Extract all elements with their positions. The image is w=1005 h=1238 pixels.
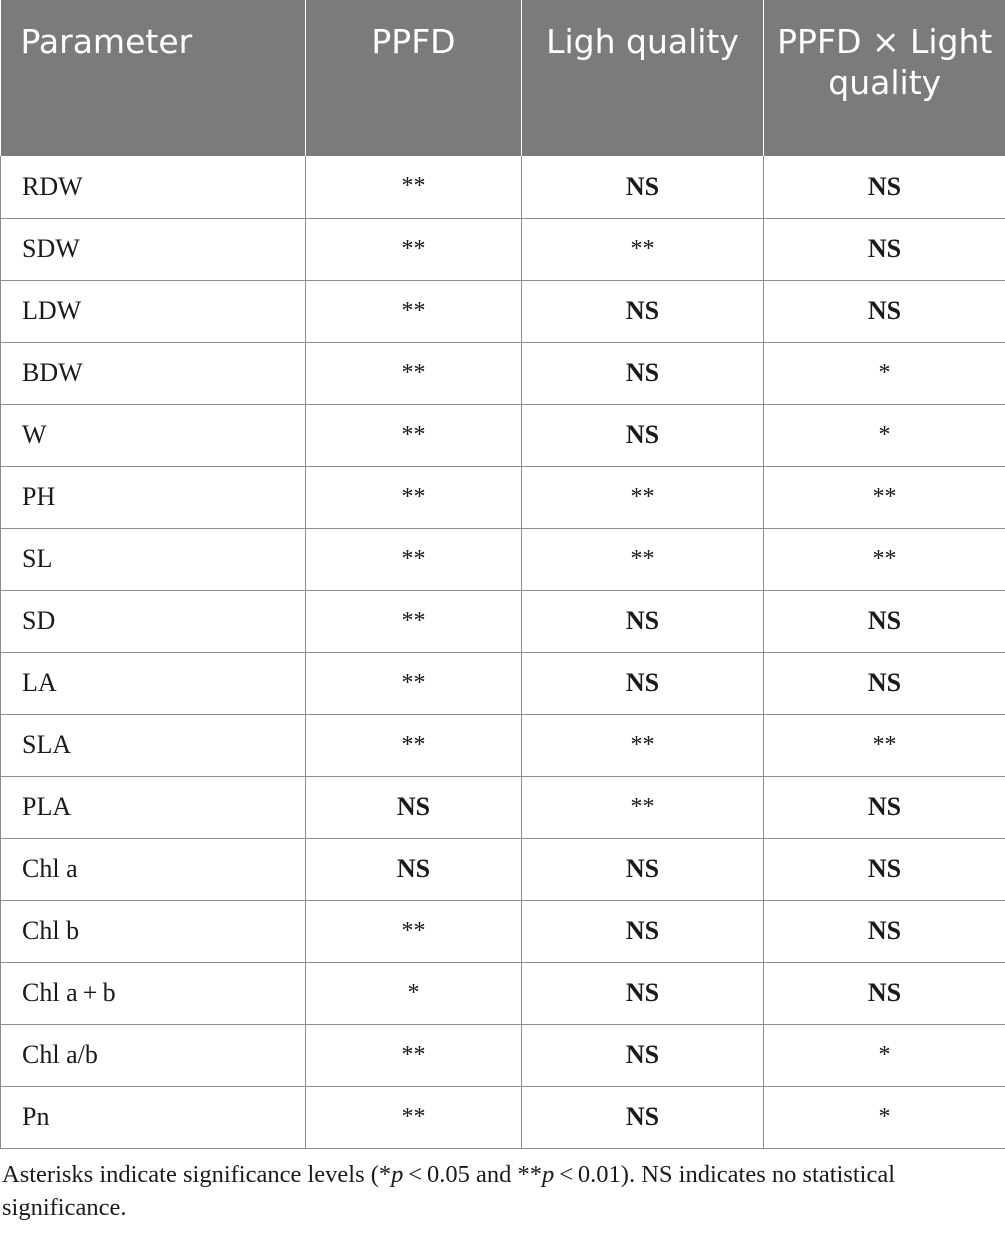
cell-light-quality: ** — [522, 776, 764, 838]
cell-light-quality: ** — [522, 528, 764, 590]
cell-parameter: Chl a + b — [1, 962, 306, 1024]
cell-light-quality: NS — [522, 652, 764, 714]
cell-parameter: PH — [1, 466, 306, 528]
cell-ppfd: ** — [306, 528, 522, 590]
table-row — [1, 466, 1005, 528]
cell-parameter: RDW — [1, 156, 306, 218]
table-row — [1, 156, 1005, 218]
table-row — [1, 404, 1005, 466]
cell-interaction: * — [764, 1086, 1005, 1148]
cell-light-quality: NS — [522, 1086, 764, 1148]
cell-parameter: LDW — [1, 280, 306, 342]
table-row — [1, 528, 1005, 590]
cell-parameter: SD — [1, 590, 306, 652]
cell-ppfd: ** — [306, 1024, 522, 1086]
cell-parameter: LA — [1, 652, 306, 714]
cell-interaction: NS — [764, 280, 1005, 342]
cell-parameter: Chl a/b — [1, 1024, 306, 1086]
cell-parameter: PLA — [1, 776, 306, 838]
cell-interaction: NS — [764, 962, 1005, 1024]
header-interaction: PPFD × Light quality — [764, 0, 1005, 156]
table-row — [1, 280, 1005, 342]
table-row — [1, 590, 1005, 652]
cell-ppfd: ** — [306, 900, 522, 962]
cell-parameter: SL — [1, 528, 306, 590]
footnote-text-3: < 0.01). NS indicates no statistical significance. — [2, 1161, 896, 1221]
cell-ppfd: ** — [306, 342, 522, 404]
cell-parameter: Chl b — [1, 900, 306, 962]
cell-ppfd: ** — [306, 714, 522, 776]
table-footnote — [2, 1158, 992, 1224]
cell-interaction: * — [764, 404, 1005, 466]
cell-interaction: NS — [764, 838, 1005, 900]
footnote-text-2: < 0.05 and ** — [403, 1161, 543, 1188]
cell-parameter: SLA — [1, 714, 306, 776]
cell-parameter: BDW — [1, 342, 306, 404]
cell-ppfd: ** — [306, 652, 522, 714]
cell-interaction: NS — [764, 156, 1005, 218]
cell-parameter: SDW — [1, 218, 306, 280]
cell-light-quality: NS — [522, 1024, 764, 1086]
table-row — [1, 776, 1005, 838]
cell-ppfd: ** — [306, 280, 522, 342]
cell-ppfd: ** — [306, 404, 522, 466]
footnote-text-1: Asterisks indicate significance levels (* — [2, 1161, 392, 1188]
cell-ppfd: ** — [306, 218, 522, 280]
table-row — [1, 652, 1005, 714]
cell-light-quality: ** — [522, 218, 764, 280]
cell-interaction: * — [764, 342, 1005, 404]
header-parameter: Parameter — [1, 0, 306, 156]
table-header — [1, 0, 1005, 156]
cell-interaction: NS — [764, 652, 1005, 714]
cell-ppfd: ** — [306, 466, 522, 528]
table-row — [1, 1086, 1005, 1148]
cell-light-quality: ** — [522, 466, 764, 528]
cell-ppfd: NS — [306, 776, 522, 838]
cell-parameter: Pn — [1, 1086, 306, 1148]
cell-light-quality: NS — [522, 962, 764, 1024]
cell-parameter: W — [1, 404, 306, 466]
cell-light-quality: NS — [522, 404, 764, 466]
table-row — [1, 714, 1005, 776]
cell-interaction: NS — [764, 590, 1005, 652]
table-row — [1, 838, 1005, 900]
cell-interaction: ** — [764, 466, 1005, 528]
cell-interaction: ** — [764, 714, 1005, 776]
footnote-p-2: p — [542, 1161, 555, 1188]
cell-ppfd: ** — [306, 590, 522, 652]
cell-interaction: * — [764, 1024, 1005, 1086]
cell-light-quality: NS — [522, 838, 764, 900]
cell-parameter: Chl a — [1, 838, 306, 900]
table-body — [1, 156, 1005, 1148]
cell-light-quality: NS — [522, 280, 764, 342]
cell-interaction: NS — [764, 776, 1005, 838]
cell-ppfd: NS — [306, 838, 522, 900]
table-row — [1, 900, 1005, 962]
cell-light-quality: NS — [522, 900, 764, 962]
cell-interaction: ** — [764, 528, 1005, 590]
table-row — [1, 218, 1005, 280]
header-row — [1, 0, 1005, 156]
table-row — [1, 342, 1005, 404]
cell-light-quality: NS — [522, 156, 764, 218]
cell-interaction: NS — [764, 900, 1005, 962]
cell-ppfd: ** — [306, 156, 522, 218]
table-row — [1, 962, 1005, 1024]
table-row — [1, 1024, 1005, 1086]
header-ppfd: PPFD — [306, 0, 522, 156]
footnote-p-1: p — [391, 1161, 404, 1188]
cell-light-quality: NS — [522, 590, 764, 652]
cell-ppfd: ** — [306, 1086, 522, 1148]
cell-interaction: NS — [764, 218, 1005, 280]
cell-light-quality: ** — [522, 714, 764, 776]
header-light-quality: Ligh quality — [522, 0, 764, 156]
cell-ppfd: * — [306, 962, 522, 1024]
cell-light-quality: NS — [522, 342, 764, 404]
